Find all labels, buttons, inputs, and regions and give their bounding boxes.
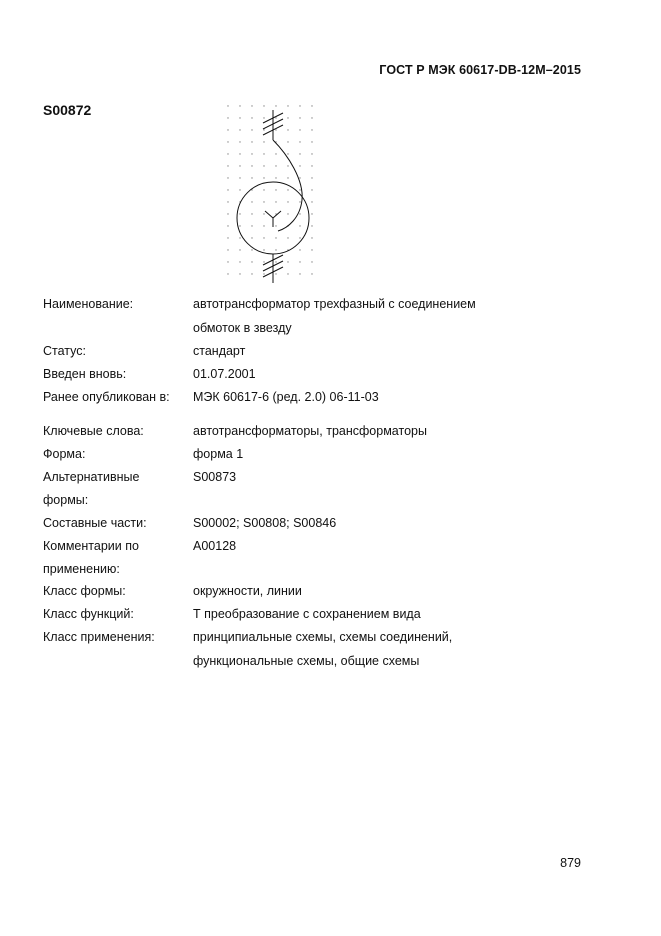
prop-label-alt-forms-line2: формы: bbox=[43, 493, 89, 507]
prop-value-application-class-line2: функциональные схемы, общие схемы bbox=[193, 654, 420, 668]
prop-label-introduced: Введен вновь: bbox=[43, 367, 127, 381]
prop-label-published: Ранее опубликован в: bbox=[43, 390, 170, 404]
prop-label-function-class: Класс функций: bbox=[43, 607, 134, 621]
prop-value-introduced: 01.07.2001 bbox=[193, 367, 256, 381]
prop-label-form: Форма: bbox=[43, 447, 86, 461]
prop-value-application-class-line1: принципиальные схемы, схемы соединений, bbox=[193, 630, 453, 644]
prop-value-name-line1: автотрансформатор трехфазный с соединением bbox=[193, 297, 476, 311]
prop-label-comments-line2: применению: bbox=[43, 562, 120, 576]
prop-value-published: МЭК 60617-6 (ред. 2.0) 06-11-03 bbox=[193, 390, 379, 404]
prop-value-comments: A00128 bbox=[193, 539, 237, 553]
prop-label-status: Статус: bbox=[43, 344, 86, 358]
document-header: ГОСТ Р МЭК 60617-DB-12M–2015 bbox=[379, 63, 581, 77]
prop-value-name-line2: обмоток в звезду bbox=[193, 321, 292, 335]
prop-label-application-class: Класс применения: bbox=[43, 630, 155, 644]
prop-value-alt-forms: S00873 bbox=[193, 470, 237, 484]
prop-label-alt-forms-line1: Альтернативные bbox=[43, 470, 140, 484]
prop-label-name: Наименование: bbox=[43, 297, 134, 311]
symbol-code: S00872 bbox=[43, 102, 92, 118]
prop-label-comments-line1: Комментарии по bbox=[43, 539, 139, 553]
prop-value-function-class: Т преобразование с сохранением вида bbox=[193, 607, 421, 621]
prop-value-components: S00002; S00808; S00846 bbox=[193, 516, 337, 530]
prop-value-form-class: окружности, линии bbox=[193, 584, 302, 598]
prop-value-status: стандарт bbox=[193, 344, 246, 358]
prop-label-form-class: Класс формы: bbox=[43, 584, 126, 598]
prop-label-keywords: Ключевые слова: bbox=[43, 424, 144, 438]
prop-value-form: форма 1 bbox=[193, 447, 244, 461]
page-number: 879 bbox=[560, 856, 581, 870]
prop-value-keywords: автотрансформаторы, трансформаторы bbox=[193, 424, 427, 438]
prop-label-components: Составные части: bbox=[43, 516, 147, 530]
